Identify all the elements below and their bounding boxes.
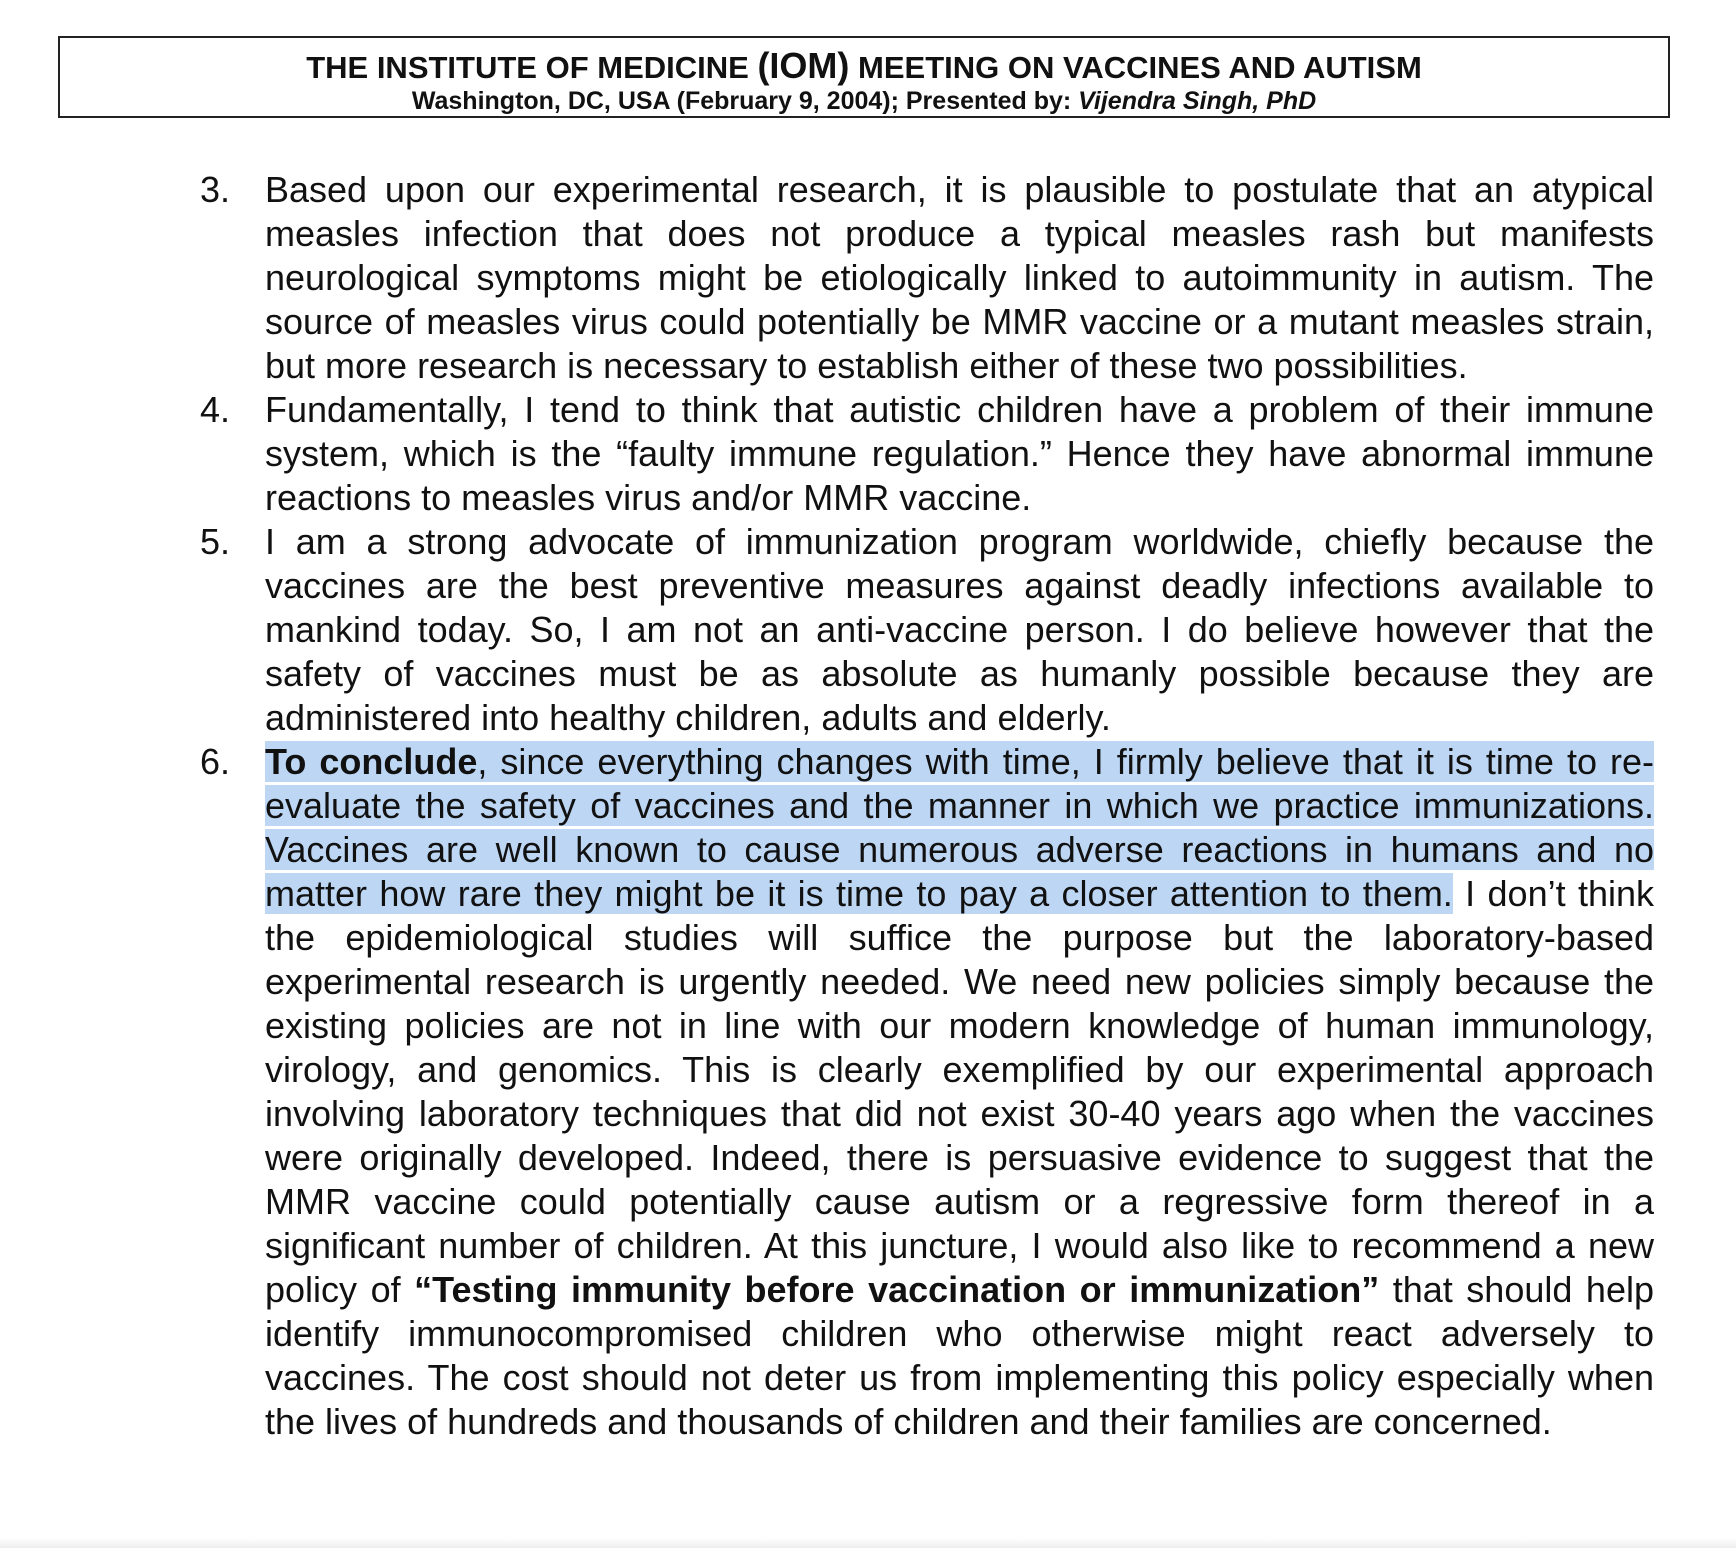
document-header bbox=[58, 36, 1670, 118]
title-abbreviation: (IOM) bbox=[757, 45, 850, 86]
title-part-2: MEETING ON VACCINES AND AUTISM bbox=[849, 50, 1422, 85]
text-selection-highlight[interactable] bbox=[265, 741, 1654, 914]
list-item[interactable] bbox=[200, 168, 1654, 388]
list-item[interactable] bbox=[200, 520, 1654, 740]
list-item-number: 3. bbox=[200, 169, 231, 210]
document-subtitle bbox=[60, 86, 1668, 116]
page-bottom-edge bbox=[0, 1538, 1736, 1548]
list-item-text-end[interactable]: that should help identify immunocompromised children who otherwise might react adversely to vaccines. The cost should not deter us from implementing this policy especially when the lives of hundreds and thousands of children and their families are concerned. bbox=[265, 1269, 1654, 1442]
document-title bbox=[60, 45, 1668, 86]
numbered-list bbox=[200, 168, 1654, 1444]
highlighted-text: , since everything changes with time, I firmly believe that it is time to re-evaluate the safety of vaccines and the manner in which we practice immunizations. Vaccines are well known to cause numerous adverse reactions in humans and no matter how rare they might be it is time to pay a closer attention to them. bbox=[265, 741, 1654, 914]
list-item-text[interactable]: Fundamentally, I tend to think that autistic children have a problem of their immune system, which is the “faulty immune regulation.” Hence they have abnormal immune reactions to measles virus and/or MMR vaccine. bbox=[265, 389, 1654, 518]
list-item-text[interactable]: I don’t think the epidemiological studies will suffice the purpose but the laboratory-based experimental research is urgently needed. We need new policies simply because the existing policies are not in line with our modern knowledge of human immunology, virology, and genomics. This is clearly exemplified by our experimental approach involving laboratory techniques that did not exist 30-40 years ago when the vaccines were originally developed. Indeed, there is persuasive evidence to suggest that the MMR vaccine could potentially cause autism or a regressive form thereof in a significant number of children. At this juncture, I would also like to recommend a new policy of bbox=[265, 873, 1655, 1310]
policy-name-bold: “Testing immunity before vaccination or immunization” bbox=[414, 1269, 1380, 1310]
list-item-number: 6. bbox=[200, 741, 231, 782]
list-item[interactable] bbox=[200, 740, 1654, 1444]
list-item[interactable] bbox=[200, 388, 1654, 520]
list-item-text[interactable]: I am a strong advocate of immunization program worldwide, chiefly because the vaccines are the best preventive measures against deadly infections available to mankind today. So, I am not an anti-vaccine person. I do believe however that the safety of vaccines must be as absolute as humanly possible because they are administered into healthy children, adults and elderly. bbox=[265, 521, 1654, 738]
presenter-name: Vijendra Singh, PhD bbox=[1078, 87, 1317, 115]
title-part-1: THE INSTITUTE OF MEDICINE bbox=[306, 50, 758, 85]
subtitle-location-date: Washington, DC, USA (February 9, 2004); Presented by: bbox=[411, 87, 1079, 115]
list-item-number: 4. bbox=[200, 389, 231, 430]
list-item-number: 5. bbox=[200, 521, 231, 562]
conclusion-lead-bold: To conclude bbox=[265, 741, 478, 782]
list-item-text[interactable]: Based upon our experimental research, it is plausible to postulate that an atypical measles infection that does not produce a typical measles rash but manifests neurological symptoms might be etiologically linked to autoimmunity in autism. The source of measles virus could potentially be MMR vaccine or a mutant measles strain, but more research is necessary to establish either of these two possibilities. bbox=[265, 169, 1654, 386]
